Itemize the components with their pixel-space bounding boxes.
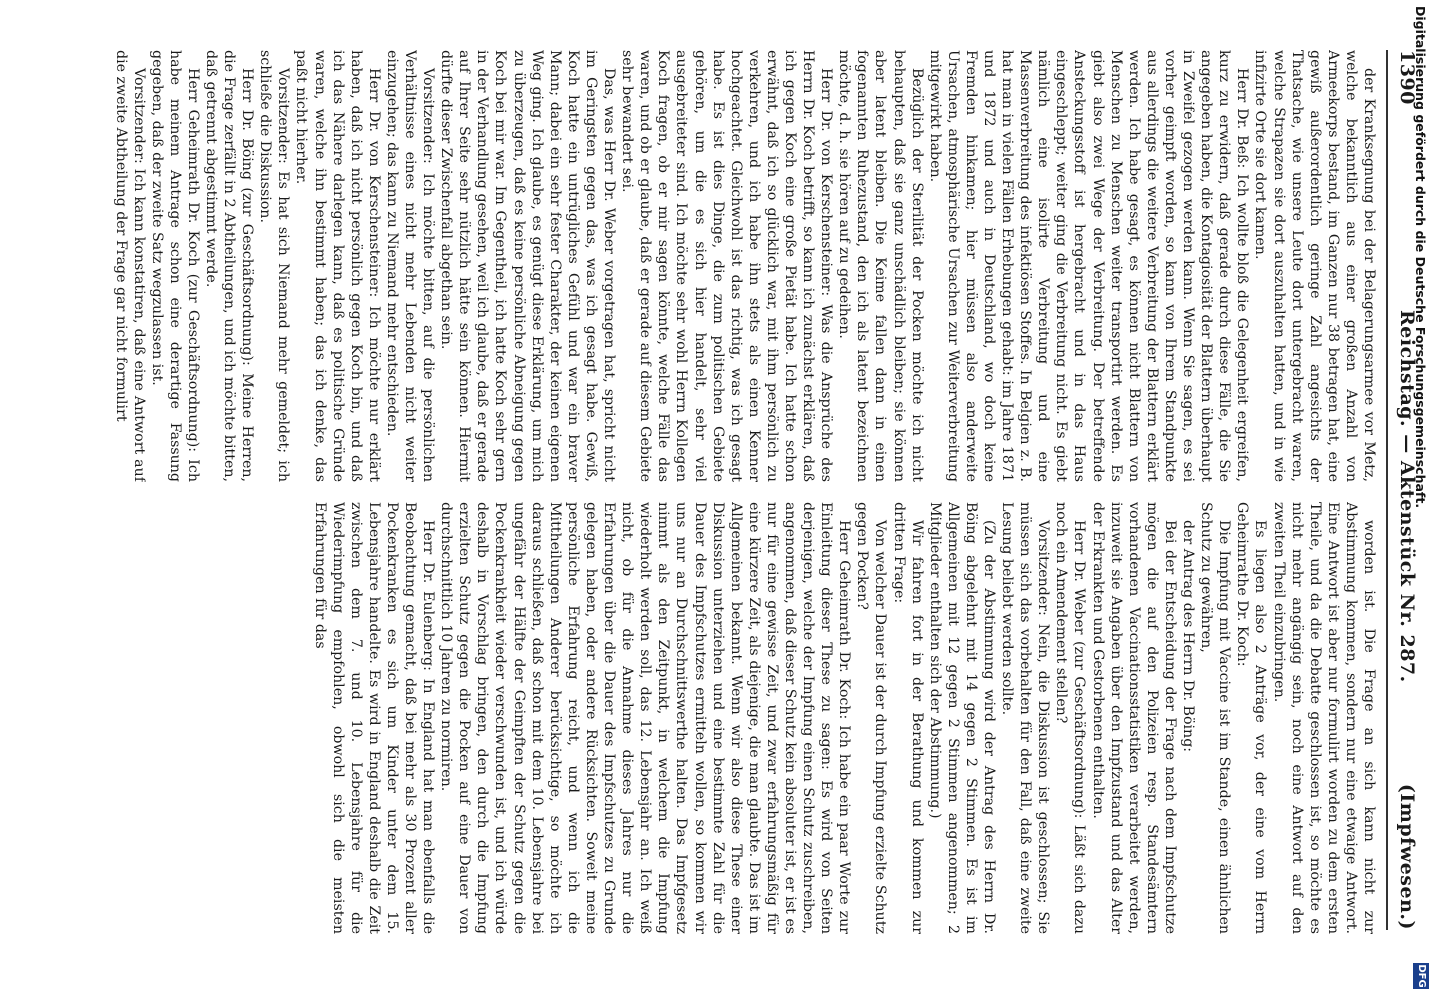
paragraph: Es liegen also 2 Anträge vor, der eine vom Herrn Geheimrathe Dr. Koch: <box>1234 502 1269 934</box>
paragraph: Herr Dr. von Kerschensteiner: Ich möchte nur erklärt haben, daß ich nicht persönlich gegen Koch bin, und daß ich das Nähere darlegen kann, daß es politische Gründe waren, welche ihn bestimmt haben; das ich denke, das paßt nicht hierher. <box>293 50 382 482</box>
paragraph: (Zu der Abstimmung wird der Antrag des Herrn Dr. Böing abgelehnt mit 14 gegen 2 Stimmen. Es ist im Allgemeinen mit 12 gegen 2 Stimmen angenommen; 2 Mitglieder enthalten sich der Abstimmung.) <box>926 502 998 934</box>
text-column-right <box>8 502 1378 934</box>
paragraph: Wir fahren fort in der Berathung und kommen zur dritten Frage: <box>890 502 925 934</box>
paragraph: Vorsitzender: Es hat sich Niemand mehr gemeldet; ich schließe die Diskussion. <box>257 50 292 482</box>
paragraph: Herr Dr. Eulenberg: In England hat man ebenfalls die Beobachtung gemacht, daß bei mehr als 30 Prozent aller Pockenkranken es sich um Kinder unter dem 15. Lebensjahre handelte. Es wird in England deshalb die Zeit zwischen dem 7. und 10. Lebensjahre für die Wiederimpfung empfohlen, obwohl sich die meisten Erfahrungen für das <box>311 502 437 934</box>
header-rule <box>1386 50 1388 930</box>
paragraph: Herr Dr. Böing (zur Geschäftsordnung): Meine Herren, die Frage zerfällt in 2 Abtheilungen, und ich möchte bitten, daß getrennt abgestimmt werde. <box>203 50 256 482</box>
paragraph: Herr Dr. Weber (zur Geschäftsordnung): Läßt sich dazu noch ein Amendement stellen? <box>1053 502 1088 934</box>
dfg-logo: DFG <box>1413 963 1429 989</box>
paragraph: Herr Dr. von Kerschensteiner: Was die Ansprüche des Herrn Dr. Koch betrifft, so kann ich zunächst erklären, daß ich gegen Koch eine große Pietät habe. Ich hatte schon erwähnt, daß ich so glücklich war, mit ihm persönlich zu verkehren, und ich habe ihn stets als einen Kenner hochgeachtet. Gleichwohl ist das richtig, was ich gesagt habe. Es ist dies Dinge, die zum politischen Gebiete gehören, um die es sich hier handelt, sehr viel ausgebreiteter sind. Ich möchte sehr wohl Herrn Kollegen Koch fragen, ob er mir sagen könnte, welche Fälle das waren, und ob er glaube, daß er gerade auf diesem Gebiete sehr bewandert sei. <box>619 50 835 482</box>
section-title: (Impfwesen.) <box>1396 783 1418 930</box>
paragraph: Vorsitzender: Ich kann konstatiren, daß eine Antwort auf die zweite Abtheilung der Frage gar nicht formulirt <box>112 50 147 482</box>
paragraph: Bei der Entscheidung der Frage nach dem Impfschutze mögen die auf den Polizeien resp. Standesämtern vorhandenen Vaccinationsstatistiken verarbeitet werden, inzuweit sie Angaben über den Impfzustand und das Alter der Erkrankten und Gestorbenen enthalten. <box>1089 502 1178 934</box>
paragraph: Bezüglich der Sterilität der Pocken möchte ich nicht behaupten, daß sie ganz unschädlich bleiben; sie können aber latent bleiben. Die Keime fallen dann in einen fogenannten Ruhezustand, den ich als latent bezeichnen möchte, d. h. sie hören auf zu gedeihen. <box>836 50 925 482</box>
paragraph: Herr Geheimrath Dr. Koch (zur Geschäftsordnung): Ich habe meinem Antrage schon eine derartige Fassung gegeben, daß der zweite Satz wegzulassen ist. <box>148 50 201 482</box>
paragraph: Das, was Herr Dr. Weber vorgetragen hat, spricht nicht im Geringsten gegen das, was ich gesagt habe. Gewiß, Koch hatte ein untrügliches Gefühl und war ein braver Mann; dabei ein sehr fester Charakter, der keinen eigenen Weg ging. Ich glaube, es genügt diese Erklärung, um mich zu überzeugen, daß es keine persönliche Abneigung gegen Koch bei mir war. Im Gegentheil, ich hatte Koch sehr gern in der Verhandlung gesehen, weil ich glaube, daß er gerade auf Ihrer Seite sehr nützlich hätte sein können. Hiermit dürfte dieser Zwischenfall abgethan sein. <box>438 50 618 482</box>
paragraph: Die Impfung mit Vaccine ist im Stande, einen ähnlichen Schutz zu gewähren, <box>1198 502 1233 934</box>
paragraph: Vorsitzender: Nein, die Diskussion ist geschlossen; Sie müssen sich das vorbehalten für den Fall, daß eine zweite Lesung beliebt werden sollte. <box>999 502 1052 934</box>
text-column-left <box>8 50 1378 482</box>
paragraph: Herr Geheimrath Dr. Koch: Ich habe ein paar Worte zur Einleitung dieser These zu sagen: Es wird von Seiten derjenigen, welche der Impfung einen Schutz zuschreiben, angenommen, daß dieser Schutz kein absoluter ist, er ist es nur für eine gewisse Zeit, und zwar erfahrungsmäßig für eine kürzere Zeit, als diejenige, die man glaubte. Das ist im Allgemeinen bekannt. Wenn wir also diese These einer Diskussion unterziehen und eine bestimmte Zahl für die Dauer des Impfschutzes ermitteln wollen, so kommen wir uns nur an Durchschnittswerthe halten. Das Impfgesetz nimmt als den Zeitpunkt, in welchem die Impfung wiederholt werden soll, das 12. Lebensjahr an. Ich weiß nicht, ob für die Annahme dieses Jahres nur die Erfahrungen über die Dauer des Impfschutzes zu Grunde gelegen haben, oder andere Rücksichten. Soweit meine persönliche Erfahrung reicht, und wenn ich die Mittheilungen Anderer berücksichtige, so möchte ich daraus schließen, daß schon mit dem 10. Lebensjahre bei ungefähr der Hälfte der Geimpften der Schutz gegen die Pockenkrankheit wieder verschwunden ist, und ich würde deshalb in Vorschlag bringen, den durch die Impfung erzielten Schutz gegen die Pocken auf eine Dauer von durchschnittlich 10 Jahren zu normiren. <box>438 502 853 934</box>
digitization-credit: Digitalisierung gefördert durch die Deutsche Forschungsgemeinschaft. <box>1413 6 1428 509</box>
page-number: 1390 <box>1396 50 1418 105</box>
paragraph: Herr Dr. Beß: Ich wollte bloß die Gelegenheit ergreifen, kurz zu erwidern, daß gerade durch diese Fälle, die Sie angegeben haben, die Kontagiosität der Blattern überhaupt in Zweifel gezogen werden kann. Wenn Sie sagen, es sei vorher geimpft worden, so kann von Ihrem Standpunkte aus allerdings die weitere Verbreitung der Blattern erklärt werden. Ich habe gesagt, es können nicht Blattern von Menschen zu Menschen weiter transportirt werden. Es giebt also zwei Wege der Verbreitung. Der betreffende Ansteckungsstoff ist hergebracht und in das Haus eingeschleppt; weiter ging die Verbreitung nicht. Es giebt nämlich eine isolirte Verbreitung und eine Massenverbreitung des infektiösen Stoffes. In Belgien z. B. hat man in vielen Fällen Erhebungen gehabt: im Jahre 1871 und 1872 und auch in Deutschland, wo doch keine Fremden hinkamen; hier müssen also anderweite Ursachen, atmosphärische Ursachen zur Weiterverbreitung mitgewirkt haben. <box>926 50 1251 482</box>
paragraph: der Kranksegnung bei der Belagerungsarmee vor Metz, welche bekanntlich aus einer großen Anzahl von Armeekorps bestand, im Ganzen nur 38 betragen hat, eine gewiß außerordentlich geringe Zahl angesichts der Thatsache, wie unsere Leute dort untergebracht waren, welche Strapazen sie dort auszuhalten hatten, und in wie infizirte Orte sie dort kamen. <box>1252 50 1377 482</box>
paragraph: der Antrag des Herrn Dr. Böing: <box>1180 520 1197 753</box>
running-title: Reichstag. — Aktenstück Nr. 287. <box>1396 310 1418 683</box>
page-header <box>1394 50 1418 930</box>
paragraph: Vorsitzender: Ich möchte bitten, auf die persönlichen Verhältnisse eines nicht mehr Lebenden nicht weiter einzugehen; das kann zu Niemand mehr entschieden. <box>383 50 437 482</box>
paragraph: Von welcher Dauer ist der durch Impfung erzielte Schutz gegen Pocken? <box>854 502 889 934</box>
paragraph: worden ist. Die Frage an sich kann nicht zur Abstimmung kommen, sondern nur eine etwaige Antwort. Eine Antwort ist aber nur formulirt worden zu dem ersten Theile, und da die Debatte geschlossen ist, so möchte es nicht mehr angängig sein, noch eine Antwort auf den zweiten Theil einzubringen. <box>1270 502 1377 934</box>
